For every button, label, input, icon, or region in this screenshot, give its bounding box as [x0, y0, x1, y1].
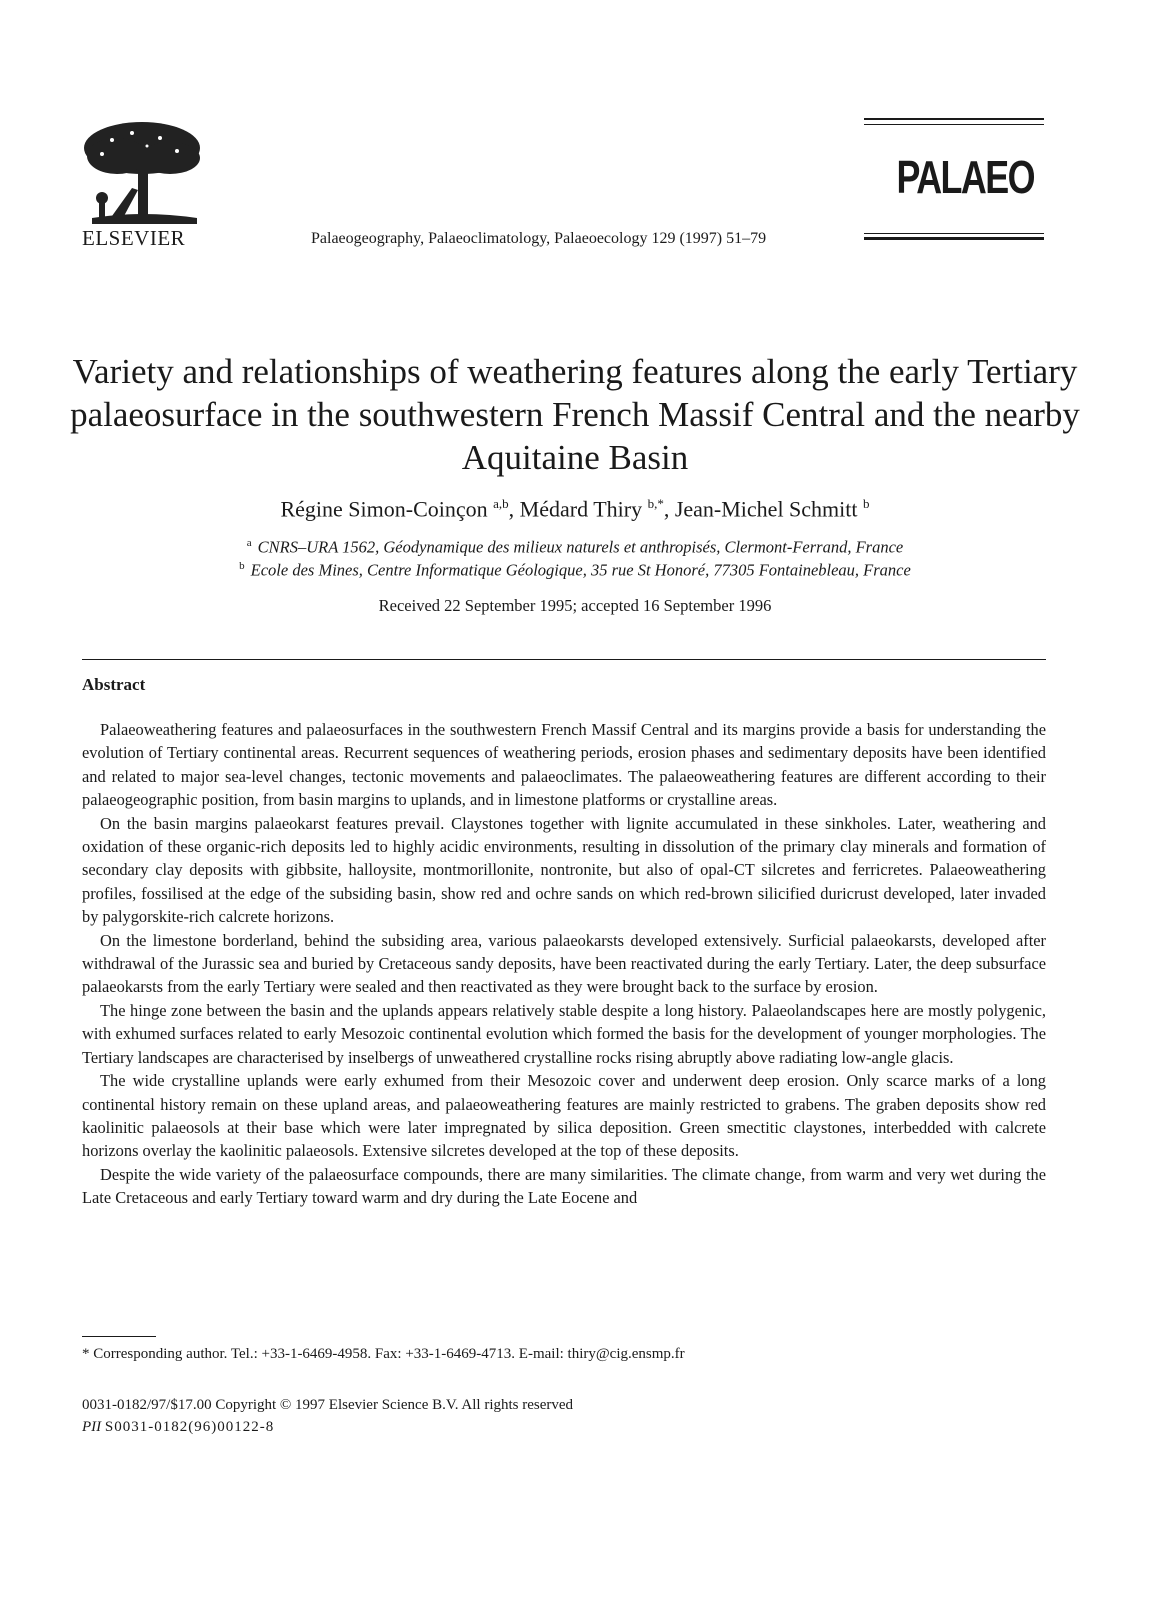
affiliation	[60, 537, 1090, 558]
copyright-line: 0031-0182/97/$17.00 Copyright © 1997 Elsevier Science B.V. All rights reserved	[82, 1397, 574, 1413]
journal-mark-rule-bottom-1	[864, 233, 1044, 234]
abstract-paragraph: Despite the wide variety of the palaeosurface compounds, there are many similarities. The climate change, from warm and very wet during the Late Cretaceous and early Tertiary toward warm and dry during the Late Eocene and	[82, 1164, 1046, 1208]
affiliation-mark: b	[239, 560, 245, 572]
author-marks: b	[863, 496, 870, 511]
corresponding-author-footnote: * Corresponding author. Tel.: +33-1-6469-4958. Fax: +33-1-6469-4713. E-mail: thiry@cig.ensmp.fr	[82, 1346, 685, 1362]
abstract-body	[82, 718, 1046, 1210]
author-name: Jean-Michel Schmitt	[674, 496, 858, 522]
pii-label: PII	[82, 1419, 102, 1435]
journal-mark-rule-bottom-2	[864, 237, 1044, 240]
author-marks: a,b	[493, 496, 509, 511]
abstract-paragraph: On the limestone borderland, behind the subsiding area, various palaeokarsts developed extensively. Surficial palaeokarsts, developed after withdrawal of the Jurassic sea and buried by Cretaceous sandy deposits, have been reactivated during the early Tertiary. Later, the deep subsurface palaeokarsts from the early Tertiary were sealed and then reactivated as they were brought back to the surface by erosion.	[82, 930, 1046, 997]
affiliation-text: Ecole des Mines, Centre Informatique Géologique, 35 rue St Honoré, 77305 Fontainebleau, France	[250, 560, 911, 580]
footnote-rule	[82, 1336, 156, 1337]
abstract-heading: Abstract	[82, 675, 146, 694]
abstract-separator-rule	[82, 659, 1046, 660]
affiliation-mark: a	[246, 537, 252, 549]
abstract-paragraph: The hinge zone between the basin and the uplands appears relatively stable despite a long history. Palaeolandscapes here are mostly polygenic, with exhumed surfaces related to early Mesozoic continental evolution which formed the basis for the development of younger morphologies. The Tertiary landscapes are characterised by inselbergs of unweathered crystalline rocks rising abruptly above radiating low-angle glacis.	[82, 1000, 1046, 1067]
pii-line	[82, 1419, 274, 1436]
journal-mark: PALAEO	[896, 151, 1034, 203]
author-name: Médard Thiry	[519, 496, 643, 522]
pii-value: S0031-0182(96)00122-8	[104, 1419, 275, 1435]
elsevier-tree-logo	[72, 118, 212, 226]
journal-mark-rule-top-2	[864, 124, 1044, 125]
article-title: Variety and relationships of weathering features along the early Tertiary palaeosurface in the southwestern French Massif Central and the nearby Aquitaine Basin	[70, 352, 1080, 477]
author-list	[60, 496, 1090, 522]
author-name: Régine Simon-Coinçon	[280, 496, 488, 522]
affiliation-text: CNRS–URA 1562, Géodynamique des milieux naturels et anthropisés, Clermont-Ferrand, France	[257, 537, 904, 557]
abstract-paragraph: The wide crystalline uplands were early exhumed from their Mesozoic cover and underwent deep erosion. Only scarce marks of a long continental history remain on these upland areas, and palaeoweathering features are mainly restricted to grabens. The graben deposits show red kaolinitic palaeosols at their base which were later impregnated by silica deposition. Green smectitic claystones, interbedded with calcrete horizons overlay the kaolinitic palaeosols. Extensive silcretes developed at the top of these deposits.	[82, 1071, 1046, 1161]
author-separator: ,	[663, 496, 675, 522]
journal-mark-rule-top-1	[864, 118, 1044, 120]
abstract-paragraph: Palaeoweathering features and palaeosurfaces in the southwestern French Massif Central and its margins provide a basis for understanding the evolution of Tertiary continental areas. Recurrent sequences of weathering periods, erosion phases and sedimentary deposits have been identified and related to major sea-level changes, tectonic movements and palaeoclimates. The palaeoweathering features are different according to their palaeogeographic position, from basin margins to uplands, and in limestone platforms or crystalline areas.	[82, 720, 1046, 810]
author-marks: b,*	[647, 496, 664, 511]
abstract-paragraph: On the basin margins palaeokarst features prevail. Claystones together with lignite accumulated in these sinkholes. Later, weathering and oxidation of these organic-rich deposits led to highly acidic environments, resulting in dissolution of the primary clay minerals and formation of secondary clay deposits with gibbsite, halloysite, montmorillonite, nontronite, but also of opal-CT silcretes and ferricretes. Palaeoweathering profiles, fossilised at the edge of the subsiding basin, show red and ochre sands on which red-brown silicified duricrust developed, later invaded by palygorskite-rich calcrete horizons.	[82, 813, 1046, 927]
received-dates: Received 22 September 1995; accepted 16 September 1996	[378, 596, 772, 615]
author-separator: ,	[508, 496, 520, 522]
journal-citation: Palaeogeography, Palaeoclimatology, Palaeoecology 129 (1997) 51–79	[311, 230, 767, 247]
publisher-name: ELSEVIER	[82, 226, 186, 250]
affiliation	[60, 560, 1090, 581]
